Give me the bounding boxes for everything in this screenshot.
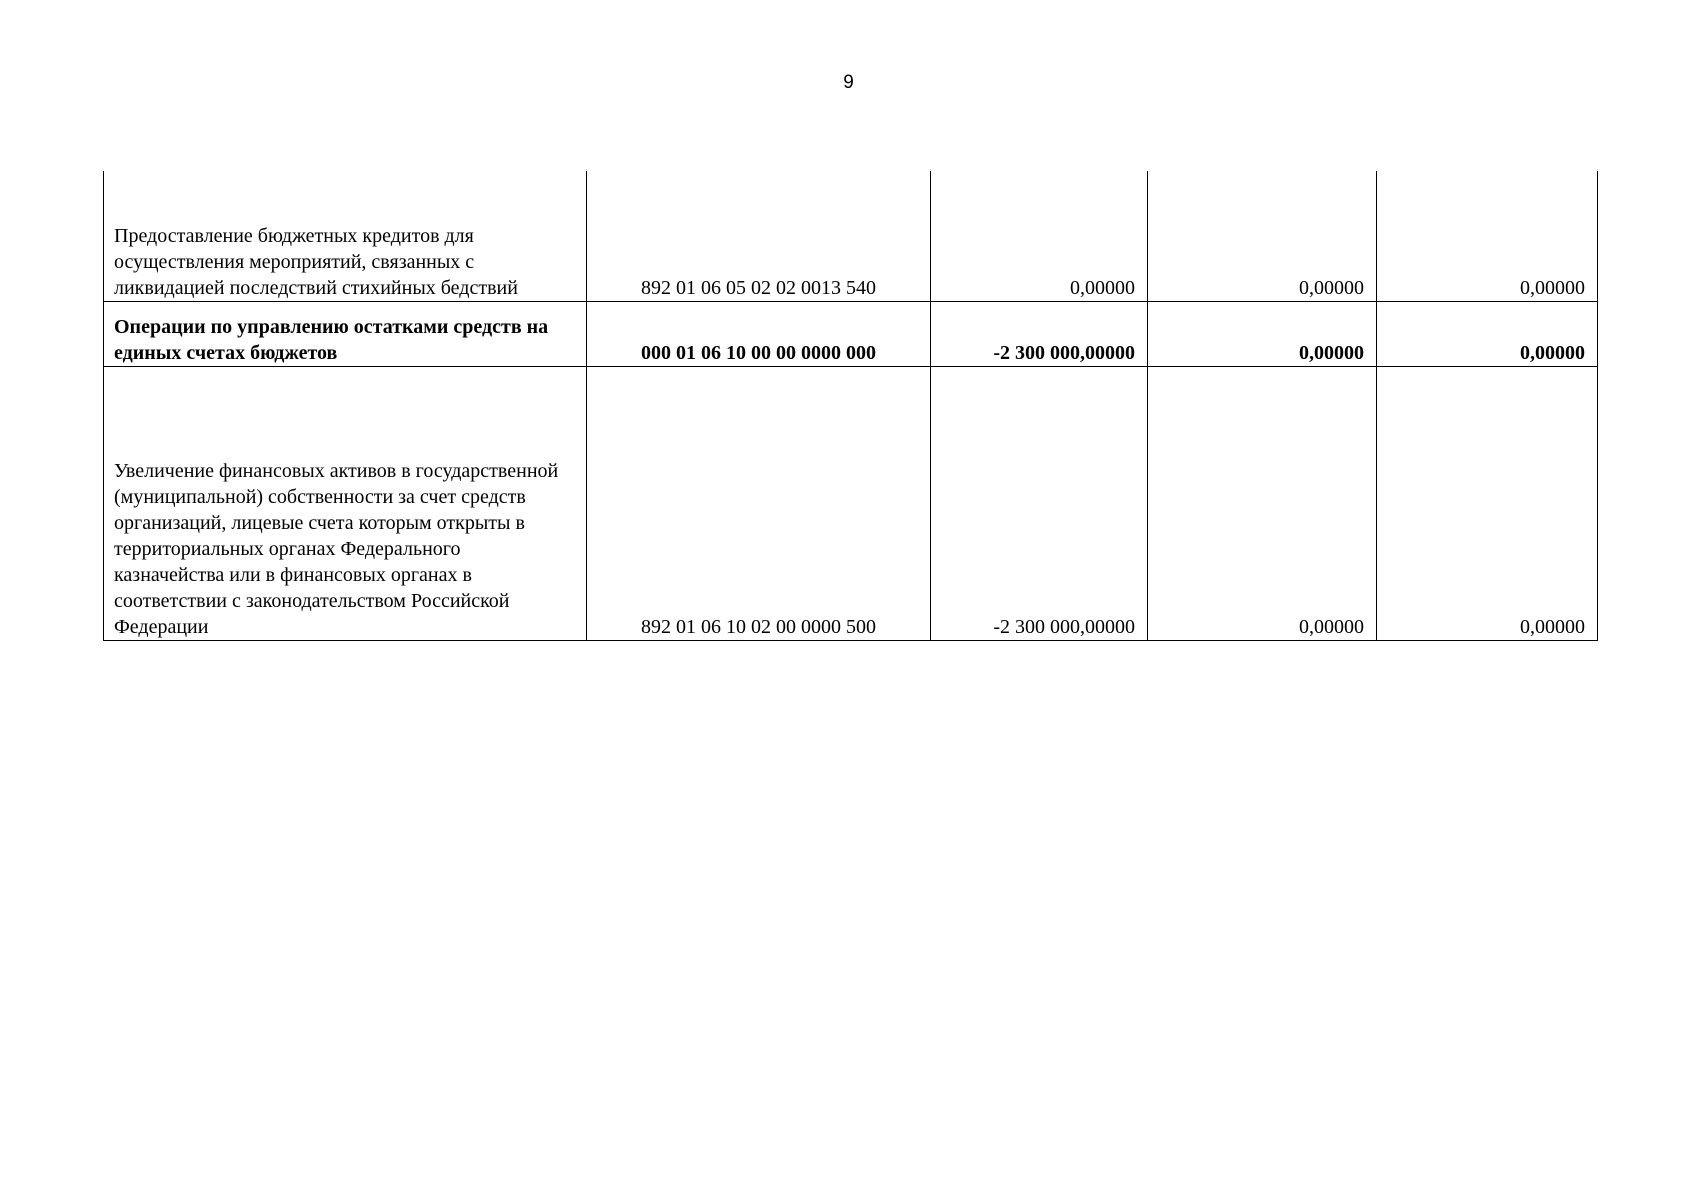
row-value-3-cell: 0,00000 — [1377, 367, 1598, 641]
row-name-cell: Увеличение финансовых активов в государственной (муниципальной) собственности за счет средств организаций, лицевые счета которым открыты в территориальных органах Федерального казначейства или в финансовых органах в соответствии с законодательством Российской Федерации — [104, 367, 587, 641]
row-value-1-cell: -2 300 000,00000 — [931, 302, 1148, 367]
row-code-cell: 892 01 06 10 02 00 0000 500 — [587, 367, 931, 641]
table-row — [104, 367, 1598, 641]
table-row — [104, 171, 1598, 302]
row-value-1-cell: 0,00000 — [931, 171, 1148, 302]
table-row-section-header — [104, 302, 1598, 367]
row-value-2-cell: 0,00000 — [1148, 171, 1377, 302]
row-value-3-cell: 0,00000 — [1377, 302, 1598, 367]
row-code-cell: 000 01 06 10 00 00 0000 000 — [587, 302, 931, 367]
row-value-1-cell: -2 300 000,00000 — [931, 367, 1148, 641]
row-value-2-cell: 0,00000 — [1148, 367, 1377, 641]
row-code-cell: 892 01 06 05 02 02 0013 540 — [587, 171, 931, 302]
budget-sources-table — [103, 171, 1598, 641]
row-value-3-cell: 0,00000 — [1377, 171, 1598, 302]
row-name-cell: Предоставление бюджетных кредитов для осуществления мероприятий, связанных с ликвидацией последствий стихийных бедствий — [104, 171, 587, 302]
row-value-2-cell: 0,00000 — [1148, 302, 1377, 367]
row-name-cell: Операции по управлению остатками средств на единых счетах бюджетов — [104, 302, 587, 367]
page-number: 9 — [843, 72, 854, 93]
